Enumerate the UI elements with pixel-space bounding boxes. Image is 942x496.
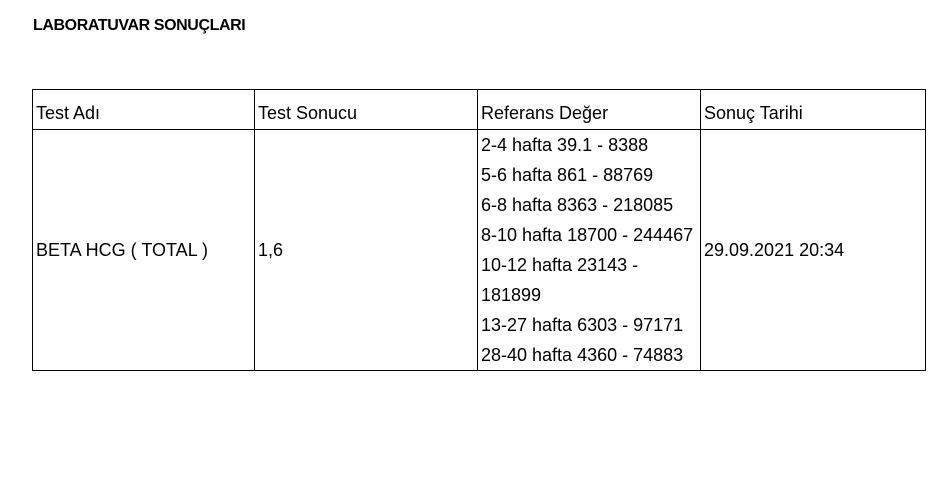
header-reference: Referans Değer	[478, 90, 701, 130]
cell-result-date: 29.09.2021 20:34	[701, 130, 926, 371]
table-header-row	[33, 90, 926, 130]
table-row	[33, 130, 926, 371]
page-title: LABORATUVAR SONUÇLARI	[33, 17, 246, 34]
header-result-date: Sonuç Tarihi	[701, 90, 926, 130]
lab-results-table	[32, 89, 926, 371]
cell-test-name: BETA HCG ( TOTAL )	[33, 130, 255, 371]
cell-test-result: 1,6	[255, 130, 478, 371]
reference-range-line: 8-10 hafta 18700 - 244467	[481, 225, 694, 245]
header-test-name: Test Adı	[33, 90, 255, 130]
reference-range-line: 10-12 hafta 23143 - 181899	[481, 255, 639, 305]
reference-range-line: 28-40 hafta 4360 - 74883	[481, 345, 684, 365]
reference-range-line: 6-8 hafta 8363 - 218085	[481, 195, 674, 215]
header-test-result: Test Sonucu	[255, 90, 478, 130]
reference-range-line: 5-6 hafta 861 - 88769	[481, 165, 654, 185]
cell-reference	[478, 130, 701, 371]
reference-range-line: 13-27 hafta 6303 - 97171	[481, 315, 684, 335]
reference-range-line: 2-4 hafta 39.1 - 8388	[481, 135, 649, 155]
